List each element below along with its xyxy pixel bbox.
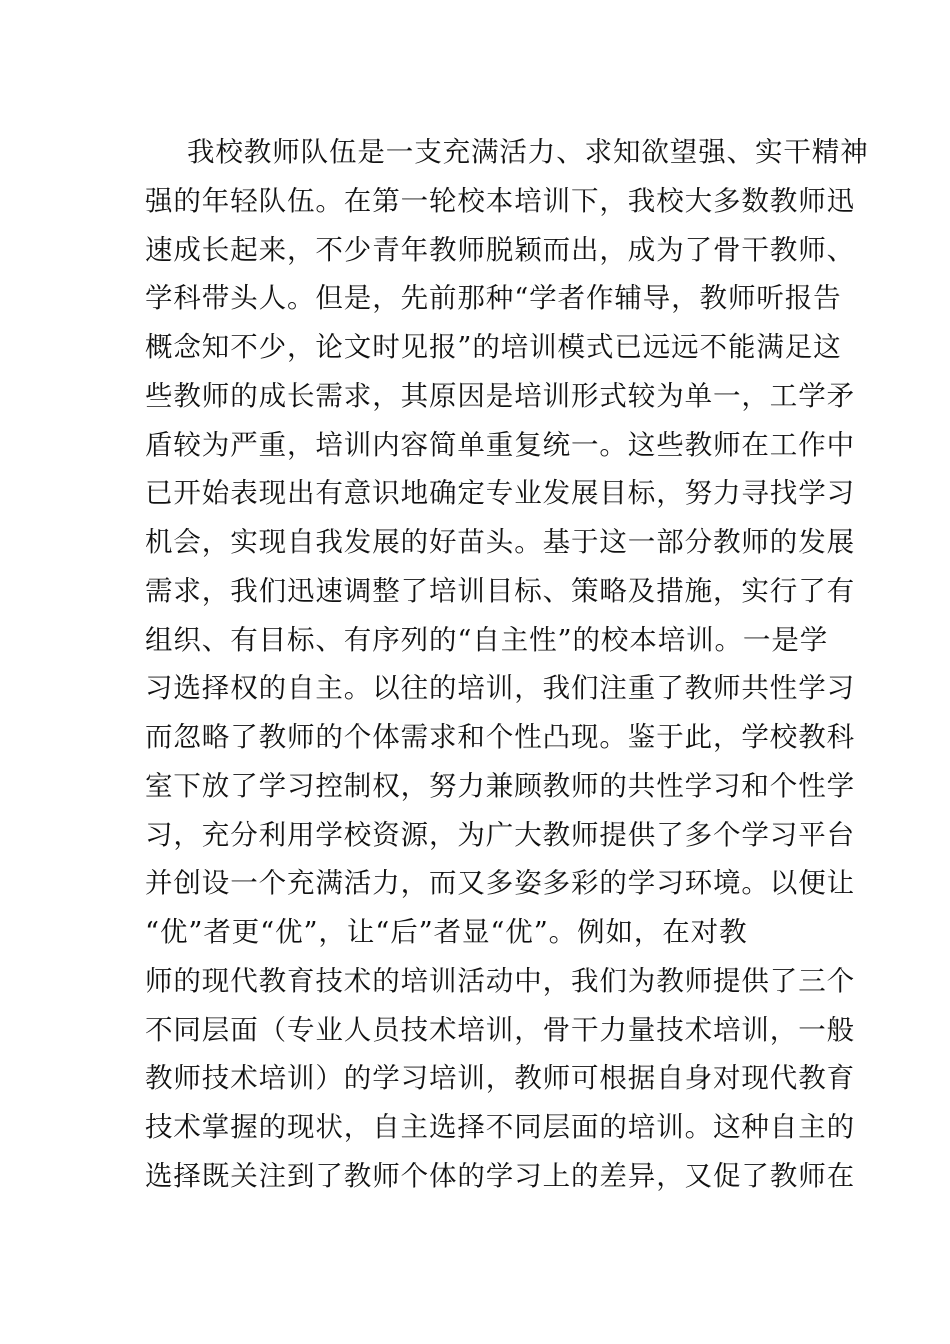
paragraph-line: 强的年轻队伍。在第一轮校本培训下，我校大多数教师迅: [145, 184, 855, 217]
paragraph-line: 我校教师队伍是一支充满活力、求知欲望强、实干精神: [187, 136, 869, 168]
paragraph-line: 概念知不少，论文时见报”的培训模式已远远不能满足这: [145, 331, 842, 363]
paragraph-line: 盾较为严重，培训内容简单重复统一。这些教师在工作中: [145, 428, 855, 461]
paragraph-line: 而忽略了教师的个体需求和个性凸现。鉴于此，学校教科: [145, 721, 855, 753]
paragraph-line: 速成长起来，不少青年教师脱颖而出，成为了骨干教师、: [145, 233, 855, 266]
paragraph-line: 组织、有目标、有序列的“自主性”的校本培训。一是学: [145, 623, 829, 656]
paragraph-line: 需求，我们迅速调整了培训目标、策略及措施，实行了有: [145, 574, 855, 607]
body-paragraph: [145, 128, 869, 1201]
paragraph-line: 师的现代教育技术的培训活动中，我们为教师提供了三个: [145, 964, 855, 997]
paragraph-line: 选择既关注到了教师个体的学习上的差异，又促了教师在: [145, 1159, 855, 1192]
paragraph-line: “优”者更“优”，让“后”者显“优”。例如，在对教: [145, 916, 748, 948]
paragraph-line: 不同层面（专业人员技术培训，骨干力量技术培训，一般: [145, 1013, 855, 1046]
paragraph-line: 机会，实现自我发展的好苗头。基于这一部分教师的发展: [145, 526, 855, 558]
paragraph-line: 并创设一个充满活力，而又多姿多彩的学习环境。以便让: [145, 867, 855, 900]
paragraph-line: 习，充分利用学校资源，为广大教师提供了多个学习平台: [145, 818, 855, 851]
paragraph-line: 教师技术培训）的学习培训，教师可根据自身对现代教育: [145, 1062, 855, 1095]
paragraph-line: 技术掌握的现状，自主选择不同层面的培训。这种自主的: [145, 1111, 855, 1143]
paragraph-line: 学科带头人。但是，先前那种“学者作辅导，教师听报告: [145, 282, 842, 315]
paragraph-line: 习选择权的自主。以往的培训，我们注重了教师共性学习: [145, 672, 855, 705]
paragraph-line: 已开始表现出有意识地确定专业发展目标，努力寻找学习: [145, 477, 855, 510]
paragraph-line: 室下放了学习控制权，努力兼顾教师的共性学习和个性学: [145, 769, 855, 802]
paragraph-line: 些教师的成长需求，其原因是培训形式较为单一，工学矛: [145, 379, 855, 412]
